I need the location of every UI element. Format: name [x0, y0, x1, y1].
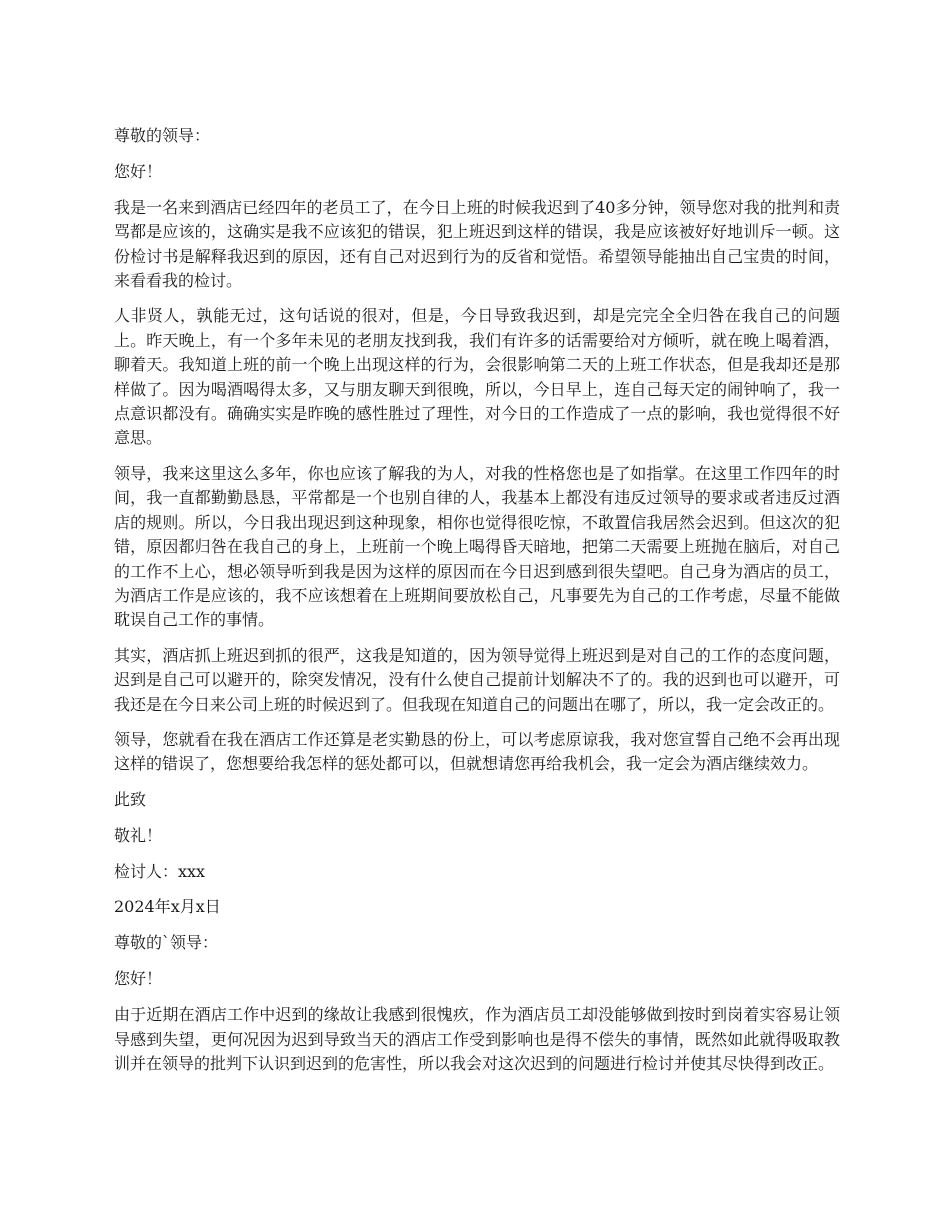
paragraph-intro: 我是一名来到酒店已经四年的老员工了，在今日上班的时候我迟到了40多分钟，领导您对我的批判和责骂都是应该的，这确实是我不应该犯的错误，犯上班迟到这样的错误，我是应该被好好地训斥一顿。这份检讨书是解释我迟到的原因，还有自己对迟到行为的反省和觉悟。希望领导能抽出自己宝贵的时间，来看看我的检讨。	[114, 197, 840, 291]
document-body	[114, 124, 840, 1087]
salutation: 尊敬的领导：	[114, 126, 211, 145]
paragraph-rules: 其实，酒店抓上班迟到抓的很严，这我是知道的，因为领导觉得上班迟到是对自己的工作的态度问题，迟到是自己可以避开的，除突发情况，没有什么使自己提前计划解决不了的。我的迟到也可以避开，可我还是在今日来公司上班的时候迟到了。但我现在知道自己的问题出在哪了，所以，我一定会改正的。	[114, 645, 840, 714]
date: 2024年x月x日	[114, 897, 221, 917]
greeting-2: 您好！	[114, 969, 163, 989]
closing-jingli: 敬礼！	[114, 825, 163, 845]
paragraph-reason: 人非贤人，孰能无过，这句话说的很对，但是，今日导致我迟到，却是完完全全归咎在我自己的问题上。昨天晚上，有一个多年未见的老朋友找到我，我们有许多的话需要给对方倾听，就在晚上喝着酒，聊着天。我知道上班的前一个晚上出现这样的行为，会很影响第二天的上班工作状态，但是我却还是那样做了。因为喝酒喝得太多，又与朋友聊天到很晚，所以，今日早上，连自己每天定的闹钟响了，我一点意识都没有。确确实实是昨晚的感性胜过了理性，对今日的工作造成了一点的影响，我也觉得很不好意思。	[114, 306, 840, 448]
signature: 检讨人：xxx	[114, 861, 206, 881]
greeting: 您好！	[114, 161, 163, 181]
closing-cizhi: 此致	[114, 789, 147, 809]
salutation-2: 尊敬的`领导：	[114, 933, 219, 953]
paragraph-plea: 领导，您就看在我在酒店工作还算是老实勤恳的份上，可以考虑原谅我，我对您宣誓自己绝不会再出现这样的错误了，您想要给我怎样的惩处都可以，但就想请您再给我机会，我一定会为酒店继续效力。	[114, 729, 840, 774]
paragraph-second-letter: 由于近期在酒店工作中迟到的缘故让我感到很愧疚，作为酒店员工却没能够做到按时到岗着实容易让领导感到失望，更何况因为迟到导致当天的酒店工作受到影响也是得不偿失的事情，既然如此就得吸取教训并在领导的批判下认识到迟到的危害性，所以我会对这次迟到的问题进行检讨并使其尽快得到改正。	[114, 1005, 840, 1073]
paragraph-character: 领导，我来这里这么多年，你也应该了解我的为人，对我的性格您也是了如指掌。在这里工作四年的时间，我一直都勤勤恳恳，平常都是一个也别自律的人，我基本上都没有违反过领导的要求或者违反过酒店的规则。所以，今日我出现迟到这种现象，相你也觉得很吃惊，不敢置信我居然会迟到。但这次的犯错，原因都归咎在我自己的身上，上班前一个晚上喝得昏天暗地，把第二天需要上班抛在脑后，对自己的工作不上心，想必领导听到我是因为这样的原因而在今日迟到感到很失望吧。自己身为酒店的员工，为酒店工作是应该的，我不应该想着在上班期间要放松自己，凡事要先为自己的工作考虑，尽量不能做耽误自己工作的事情。	[114, 463, 840, 630]
